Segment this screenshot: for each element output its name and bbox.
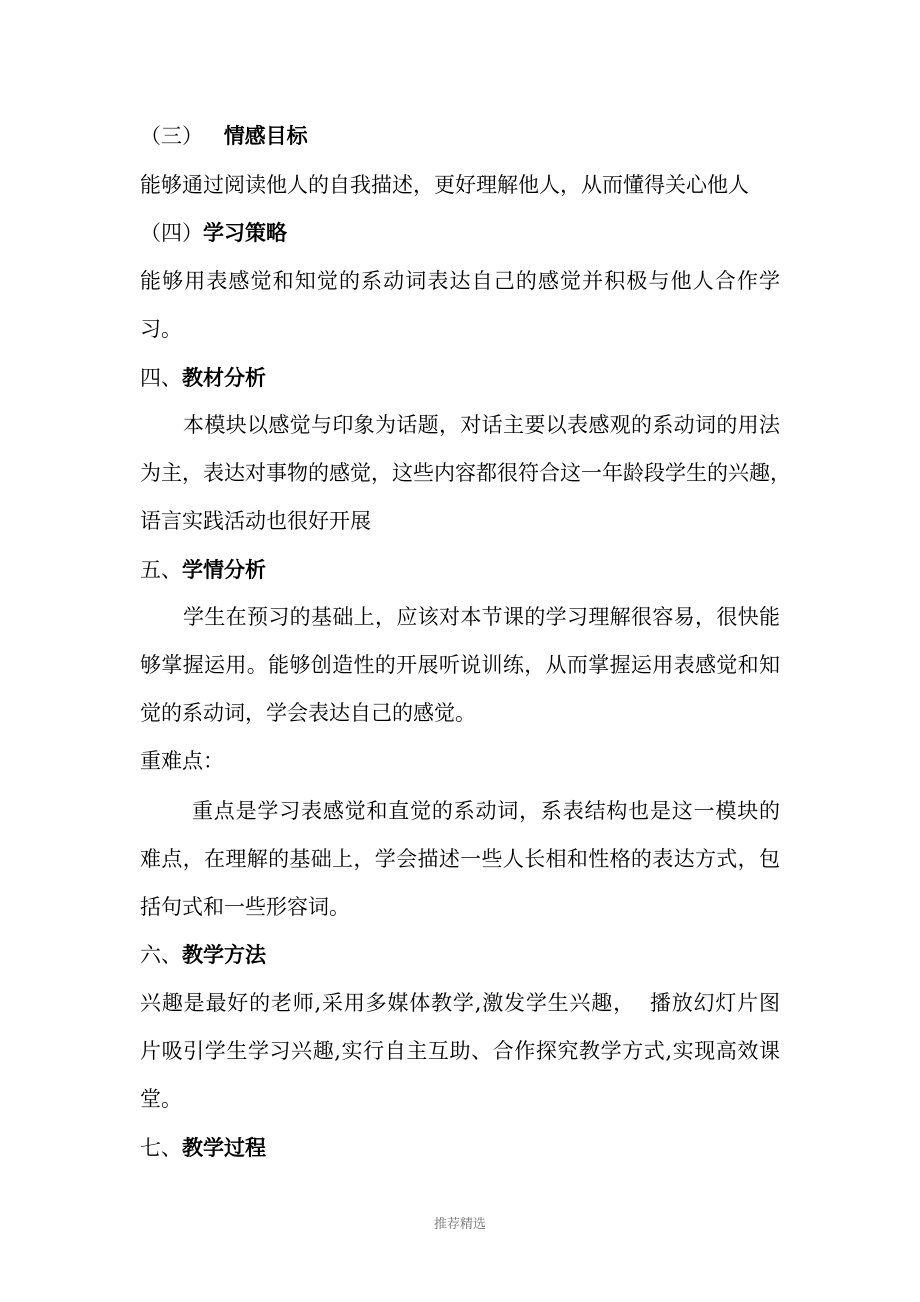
paragraph-line: 重点是学习表感觉和直觉的系动词，系表结构也是这一模块的 <box>192 799 780 823</box>
heading-prefix: 五、 <box>140 558 182 582</box>
paragraph-line: 语言实践活动也很好开展 <box>140 509 371 533</box>
paragraph-line: 能够通过阅读他人的自我描述，更好理解他人，从而懂得关心他人 <box>140 173 749 197</box>
section-heading-teaching-process <box>140 1134 266 1162</box>
heading-prefix: 七、 <box>140 1136 182 1160</box>
heading-prefix: 六、 <box>140 943 182 967</box>
heading-prefix: （三） <box>140 124 203 148</box>
paragraph-line: 兴趣是最好的老师,采用多媒体教学,激发学生兴趣， 播放幻灯片图 <box>140 991 780 1015</box>
paragraph-line: 本模块以感觉与印象为话题，对话主要以表感观的系动词的用法 <box>183 413 780 437</box>
paragraph-line: 难点，在理解的基础上，学会描述一些人长相和性格的表达方式，包 <box>140 847 780 871</box>
paragraph-line: 学生在预习的基础上，应该对本节课的学习理解很容易，很快能 <box>183 605 780 629</box>
key-points-label: 重难点： <box>140 749 224 773</box>
heading-title: 情感目标 <box>223 124 308 148</box>
heading-title: 学情分析 <box>182 558 266 582</box>
heading-prefix: （四） <box>140 221 203 245</box>
heading-title: 教学过程 <box>182 1136 266 1160</box>
paragraph-line: 堂。 <box>140 1087 182 1111</box>
heading-prefix: 四、 <box>140 366 182 390</box>
section-heading-student-analysis <box>140 556 266 584</box>
section-heading-learning-strategy <box>140 219 287 247</box>
section-heading-teaching-methods <box>140 941 266 969</box>
paragraph-line: 能够用表感觉和知觉的系动词表达自己的感觉并积极与他人合作学 <box>140 269 780 293</box>
page-footer: 推荐精选 <box>433 1217 486 1232</box>
section-heading-emotion-goal <box>140 122 308 150</box>
paragraph-line: 为主，表达对事物的感觉，这些内容都很符合这一年龄段学生的兴趣， <box>140 461 791 485</box>
heading-title: 教材分析 <box>182 366 266 390</box>
heading-title: 学习策略 <box>203 221 287 245</box>
heading-title: 教学方法 <box>182 943 266 967</box>
section-heading-textbook-analysis <box>140 364 266 392</box>
paragraph-line: 习。 <box>140 317 182 341</box>
paragraph-line: 觉的系动词，学会表达自己的感觉。 <box>140 701 476 725</box>
paragraph-line: 够掌握运用。能够创造性的开展听说训练，从而掌握运用表感觉和知 <box>140 653 780 677</box>
paragraph-line: 片吸引学生学习兴趣,实行自主互助、合作探究教学方式,实现高效课 <box>140 1039 780 1063</box>
paragraph-line: 括句式和一些形容词。 <box>140 895 350 919</box>
